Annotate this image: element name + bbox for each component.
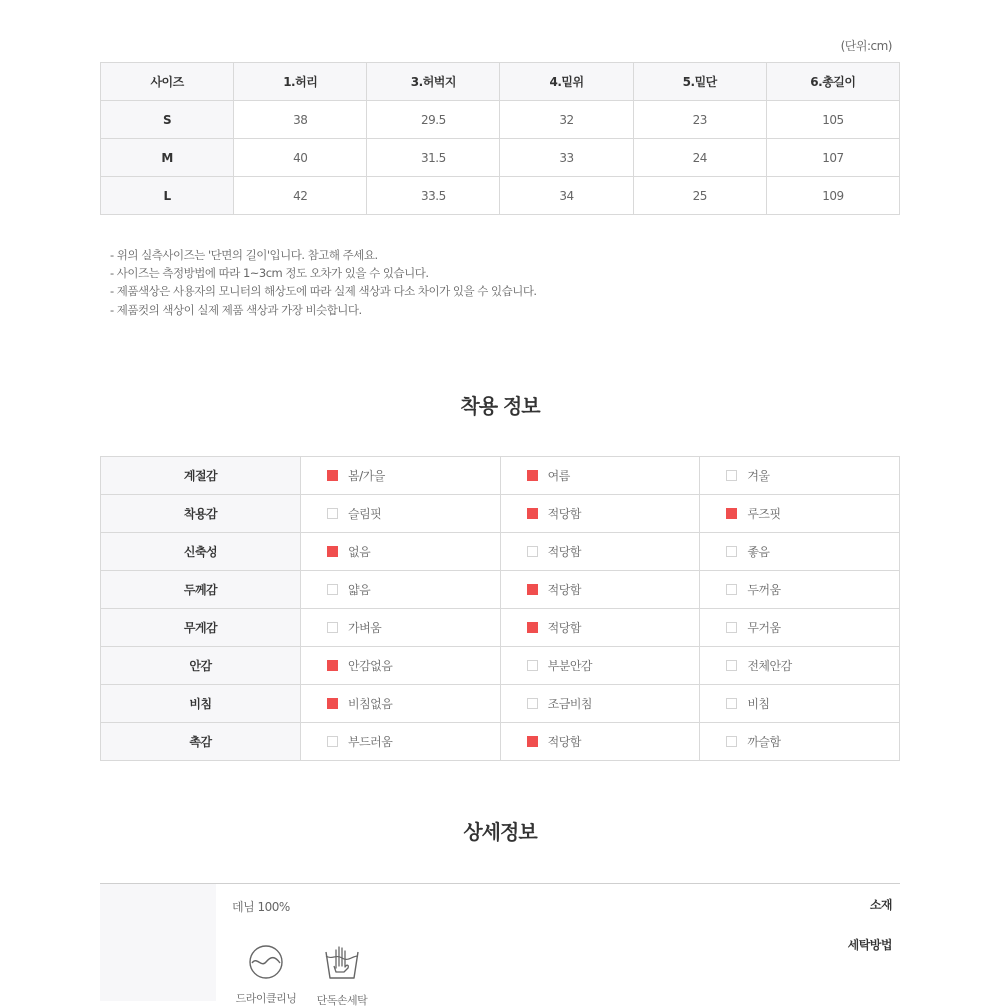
fit-row [101, 571, 900, 609]
checked-box [527, 508, 538, 519]
fit-option [700, 571, 900, 609]
unchecked-box [726, 622, 737, 633]
fit-row [101, 495, 900, 533]
fit-option-label: 여름 [547, 469, 570, 483]
fit-option-label: 겨울 [747, 469, 770, 483]
fit-row-label: 두께감 [101, 571, 301, 609]
fit-info-table [100, 456, 900, 761]
fit-option [301, 609, 501, 647]
note-line: - 제품색상은 사용자의 모니터의 해상도에 따라 실제 색상과 다소 차이가 있을 수 있습니다. [110, 284, 537, 299]
fit-option [301, 457, 501, 495]
fit-option [700, 685, 900, 723]
fit-row [101, 685, 900, 723]
fit-option-label: 전체안감 [747, 659, 792, 673]
size-value: 109 [766, 177, 899, 215]
dry-clean-label: 드라이클리닝 [235, 992, 297, 1005]
fit-row [101, 533, 900, 571]
size-value: 29.5 [367, 101, 500, 139]
fit-row-label: 착용감 [101, 495, 301, 533]
size-value: 24 [633, 139, 766, 177]
fit-option-label: 가벼움 [348, 621, 382, 635]
unchecked-box [327, 736, 338, 747]
size-label: M [101, 139, 234, 177]
checked-box [527, 622, 538, 633]
wash-label: 세탁방법 [847, 938, 892, 952]
fit-option-label: 루즈핏 [747, 507, 781, 521]
detail-info-title: 상세정보 [463, 820, 537, 844]
fit-option [500, 723, 700, 761]
fit-option-label: 비침없음 [348, 697, 393, 711]
unchecked-box [327, 584, 338, 595]
size-value: 33.5 [367, 177, 500, 215]
unchecked-box [726, 546, 737, 557]
size-notes [110, 246, 537, 319]
unchecked-box [726, 698, 737, 709]
checked-box [327, 470, 338, 481]
fit-option [700, 457, 900, 495]
size-value: 40 [234, 139, 367, 177]
fit-option [700, 723, 900, 761]
fit-row [101, 647, 900, 685]
fit-option [500, 495, 700, 533]
fit-option [301, 685, 501, 723]
size-value: 42 [234, 177, 367, 215]
unchecked-box [327, 622, 338, 633]
fit-row-label: 신축성 [101, 533, 301, 571]
unchecked-box [726, 470, 737, 481]
fit-option [500, 533, 700, 571]
fit-option [301, 533, 501, 571]
fit-option-label: 두꺼움 [747, 583, 781, 597]
checked-box [527, 470, 538, 481]
fit-option [500, 647, 700, 685]
size-value: 105 [766, 101, 899, 139]
fit-option-label: 비침 [747, 697, 770, 711]
size-row [101, 177, 900, 215]
size-row [101, 139, 900, 177]
wash-item-dry-clean [234, 944, 298, 1006]
hand-wash-label: 단독손세탁 [316, 994, 368, 1007]
hand-wash-icon [322, 944, 362, 982]
fit-option-label: 안감없음 [348, 659, 393, 673]
note-line: - 위의 실측사이즈는 '단면의 길이'입니다. 참고해 주세요. [110, 248, 378, 262]
checked-box [327, 546, 338, 557]
dry-clean-icon [248, 944, 284, 980]
fit-option-label: 봄/가을 [348, 469, 385, 483]
fit-option-label: 슬림핏 [348, 507, 382, 521]
size-value: 25 [633, 177, 766, 215]
fit-option [500, 457, 700, 495]
fit-option-label: 무거움 [747, 621, 781, 635]
unchecked-box [726, 584, 737, 595]
size-header-cell: 4.밑위 [500, 63, 633, 101]
unchecked-box [527, 660, 538, 671]
fit-option-label: 적당함 [547, 621, 581, 635]
unit-label: (단위:cm) [840, 39, 892, 53]
fit-row-label: 계절감 [101, 457, 301, 495]
size-value: 107 [766, 139, 899, 177]
fit-option-label: 적당함 [547, 735, 581, 749]
fit-option-label: 까슬함 [747, 735, 781, 749]
fit-row-label: 무게감 [101, 609, 301, 647]
note-line: - 제품컷의 색상이 실제 제품 색상과 가장 비슷합니다. [110, 302, 362, 317]
checked-box [327, 660, 338, 671]
unchecked-box [327, 508, 338, 519]
note-line: - 사이즈는 측정방법에 따라 1~3cm 정도 오차가 있을 수 있습니다. [110, 266, 429, 281]
fit-option-label: 얇음 [348, 583, 371, 597]
fit-option-label: 부드러움 [348, 735, 393, 749]
size-value: 38 [234, 101, 367, 139]
fit-option [700, 533, 900, 571]
size-table-header [101, 63, 900, 101]
fit-option-label: 적당함 [547, 545, 581, 559]
fit-option-label: 좋음 [747, 545, 770, 559]
size-row [101, 101, 900, 139]
detail-label-column [100, 884, 216, 1001]
fit-row-label: 안감 [101, 647, 301, 685]
size-header-cell: 5.밑단 [633, 63, 766, 101]
fit-option [301, 495, 501, 533]
size-header-cell: 1.허리 [234, 63, 367, 101]
fit-option-label: 적당함 [547, 583, 581, 597]
checked-box [726, 508, 737, 519]
fit-row [101, 723, 900, 761]
fit-option [301, 571, 501, 609]
fit-option [500, 609, 700, 647]
checked-box [527, 584, 538, 595]
size-value: 33 [500, 139, 633, 177]
size-value: 23 [633, 101, 766, 139]
checked-box [327, 698, 338, 709]
fit-option [301, 723, 501, 761]
fit-row [101, 609, 900, 647]
fit-option [700, 609, 900, 647]
size-value: 32 [500, 101, 633, 139]
fit-option-label: 부분안감 [547, 659, 593, 673]
size-label: S [101, 101, 234, 139]
fit-option [500, 685, 700, 723]
material-value: 데님 100% [232, 900, 290, 914]
size-header-cell: 6.총길이 [766, 63, 899, 101]
size-value: 31.5 [367, 139, 500, 177]
unchecked-box [527, 698, 538, 709]
checked-box [527, 736, 538, 747]
fit-info-title: 착용 정보 [460, 394, 540, 418]
fit-option [700, 647, 900, 685]
unchecked-box [726, 736, 737, 747]
material-label: 소재 [869, 898, 892, 912]
fit-row-label: 비침 [101, 685, 301, 723]
size-label: L [101, 177, 234, 215]
fit-option-label: 적당함 [547, 507, 581, 521]
size-value: 34 [500, 177, 633, 215]
fit-option-label: 조금비침 [547, 697, 593, 711]
detail-info-section [100, 883, 900, 1007]
fit-option-label: 없음 [348, 545, 371, 559]
fit-option [500, 571, 700, 609]
size-header-cell: 3.허벅지 [367, 63, 500, 101]
wash-item-hand-wash [310, 944, 374, 1008]
fit-row [101, 457, 900, 495]
fit-option [301, 647, 501, 685]
size-header-cell: 사이즈 [101, 63, 234, 101]
size-table [100, 62, 900, 215]
unchecked-box [726, 660, 737, 671]
fit-option [700, 495, 900, 533]
fit-row-label: 촉감 [101, 723, 301, 761]
unchecked-box [527, 546, 538, 557]
